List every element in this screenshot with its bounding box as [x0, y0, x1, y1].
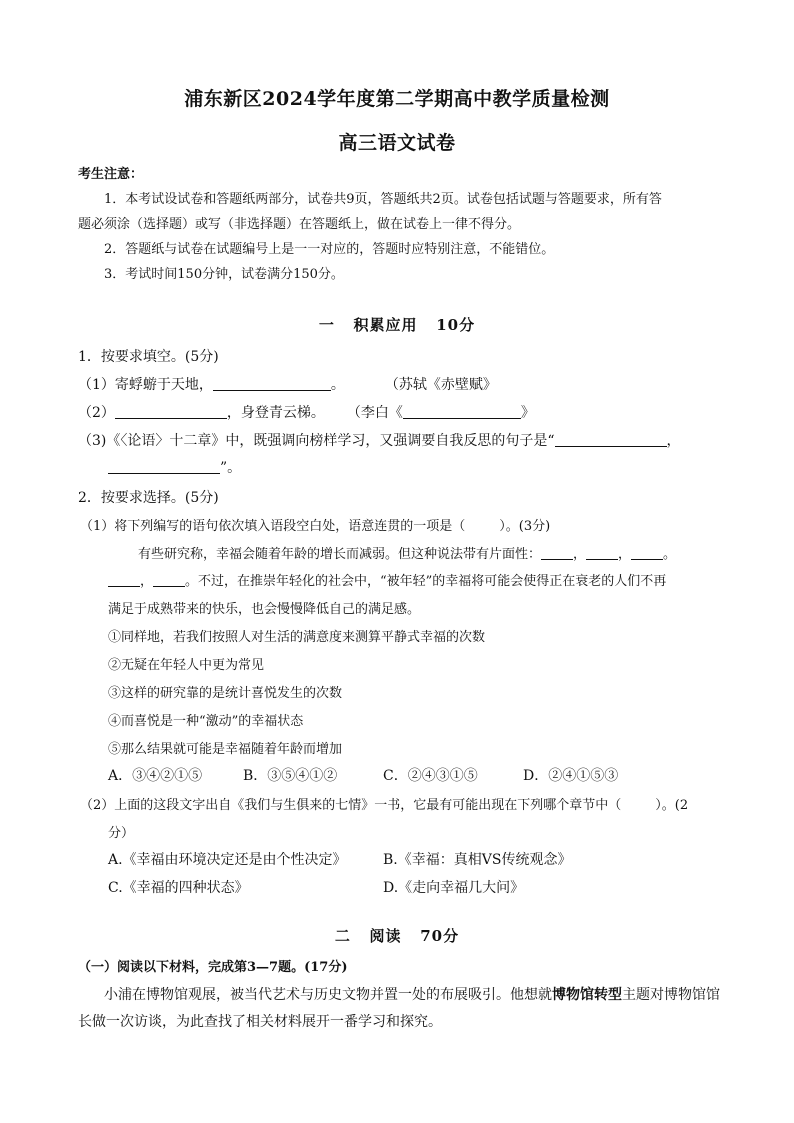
answer-blank — [403, 404, 521, 419]
comma: ， — [140, 574, 154, 589]
q2-item-4: ④而喜悦是一种“激动”的幸福状态 — [108, 714, 304, 729]
q2-sub-1-text: （1）将下列编写的语句依次填入语段空白处，语意连贯的一项是（ — [80, 519, 466, 534]
q1-line-4-close: ”。 — [220, 460, 242, 476]
q2-item-1: ①同样地，若我们按照人对生活的满意度来测算平静式幸福的次数 — [108, 630, 486, 645]
comma: ， — [618, 547, 632, 562]
q1-line-3 — [78, 430, 681, 450]
q2-2-option-d: D.《走向幸福几大问》 — [383, 880, 525, 896]
q2-item-5: ⑤那么结果就可能是幸福随着年龄而增加 — [108, 742, 343, 757]
q1-line-4 — [108, 457, 241, 477]
answer-blank — [153, 572, 185, 587]
section-1-heading: 一 积累应用 10分 — [318, 316, 476, 334]
answer-blank — [213, 376, 331, 391]
answer-blank — [541, 545, 573, 560]
exam-title: 浦东新区2024学年度第二学期高中教学质量检测 — [184, 88, 610, 110]
reading-part-1-heading: （一）阅读以下材料，完成第3—7题。(17分) — [78, 960, 348, 975]
q1-line-1 — [78, 374, 497, 394]
notice-item-3: 3．考试时间150分钟，试卷满分150分。 — [104, 267, 344, 282]
q2-sub-1 — [80, 515, 550, 534]
q1-line-2-close: 》 — [520, 405, 535, 421]
q1-line-3-text: （3)《〈论语〉十二章》中，既强调向榜样学习，又强调要自我反思的句子是“ — [78, 433, 555, 449]
exam-subtitle: 高三语文试卷 — [338, 132, 456, 154]
answer-blank — [631, 545, 663, 560]
q2-sub-2-text: （2）上面的这段文字出自《我们与生俱来的七情》一书，它最有可能出现在下列哪个章节中（ — [80, 798, 622, 813]
comma: ， — [573, 547, 587, 562]
q2-option-c: C．②④③①⑤ — [383, 768, 478, 784]
notice-item-2: 2．答题纸与试卷在试题编号上是一一对应的，答题时应特别注意，不能错位。 — [104, 242, 555, 257]
q2-sub-2 — [80, 794, 688, 813]
q2-2-option-b: B.《幸福：真相VS传统观念》 — [383, 852, 572, 868]
q1-line-3-comma: ， — [666, 433, 681, 449]
reading-intro-keyword: 博物馆转型 — [552, 987, 622, 1003]
q1-line-1-source: （苏轼《赤壁赋》 — [384, 377, 497, 393]
notice-heading: 考生注意： — [78, 167, 144, 182]
q2-sub-2-end: ）。(2 — [655, 798, 689, 813]
q2-passage-line-3: 满足于成熟带来的快乐，也会慢慢降低自己的满足感。 — [108, 602, 421, 617]
q2-item-2: ②无疑在年轻人中更为常见 — [108, 658, 265, 673]
section-2-heading: 二 阅读 70分 — [334, 927, 460, 945]
q1-line-2 — [78, 402, 535, 422]
answer-blank — [108, 572, 140, 587]
notice-item-1-cont: 题必须涂（选择题）或写（非选择题）在答题纸上，做在试卷上一律不得分。 — [78, 217, 521, 232]
q2-option-a: A．③④②①⑤ — [108, 768, 203, 784]
reading-intro-line-1 — [104, 984, 720, 1004]
q2-passage-line-2 — [108, 570, 666, 589]
answer-blank — [108, 459, 220, 474]
reading-intro-text-1: 小浦在博物馆观展，被当代艺术与历史文物并置一处的布展吸引。他想就 — [104, 987, 552, 1003]
q2-passage-text-2: 。不过，在推崇年轻化的社会中，“被年轻”的幸福将可能会使得正在衰老的人们不再 — [185, 574, 667, 589]
q2-2-option-a: A.《幸福由环境决定还是由个性决定》 — [108, 852, 347, 868]
q2-item-3: ③这样的研究靠的是统计喜悦发生的次数 — [108, 686, 343, 701]
q1-line-1-period: 。 — [330, 377, 345, 393]
q1-line-2-num: （2） — [78, 405, 115, 421]
q2-2-option-c: C.《幸福的四种状态》 — [108, 880, 249, 896]
reading-intro-line-2: 长做一次访谈，为此查找了相关材料展开一番学习和探究。 — [78, 1014, 442, 1030]
q2-sub-1-end: ）。(3分) — [499, 519, 551, 534]
q2-option-b: B．③⑤④①② — [243, 768, 338, 784]
q2-stem: 2．按要求选择。(5分) — [78, 490, 219, 506]
period: 。 — [663, 547, 677, 562]
notice-item-1: 1．本考试设试卷和答题纸两部分，试卷共9页，答题纸共2页。试卷包括试题与答题要求，所有答 — [104, 192, 662, 207]
q2-passage-line-1 — [138, 543, 676, 562]
q2-passage-text-1: 有些研究称，幸福会随着年龄的增长而减弱。但这种说法带有片面性： — [138, 547, 542, 562]
q1-line-1-text: （1）寄蜉蝣于天地， — [78, 377, 213, 393]
q1-line-2-text: ，身登青云梯。 — [226, 405, 325, 421]
q2-option-d: D．②④①⑤③ — [523, 768, 619, 784]
answer-blank — [115, 404, 227, 419]
q2-sub-2-cont: 分） — [108, 826, 135, 841]
q1-stem: 1．按要求填空。(5分) — [78, 349, 219, 365]
answer-blank — [555, 432, 667, 447]
q1-line-2-source: （李白《 — [346, 405, 403, 421]
reading-intro-text-2: 主题对博物馆馆 — [622, 987, 720, 1003]
answer-blank — [586, 545, 618, 560]
